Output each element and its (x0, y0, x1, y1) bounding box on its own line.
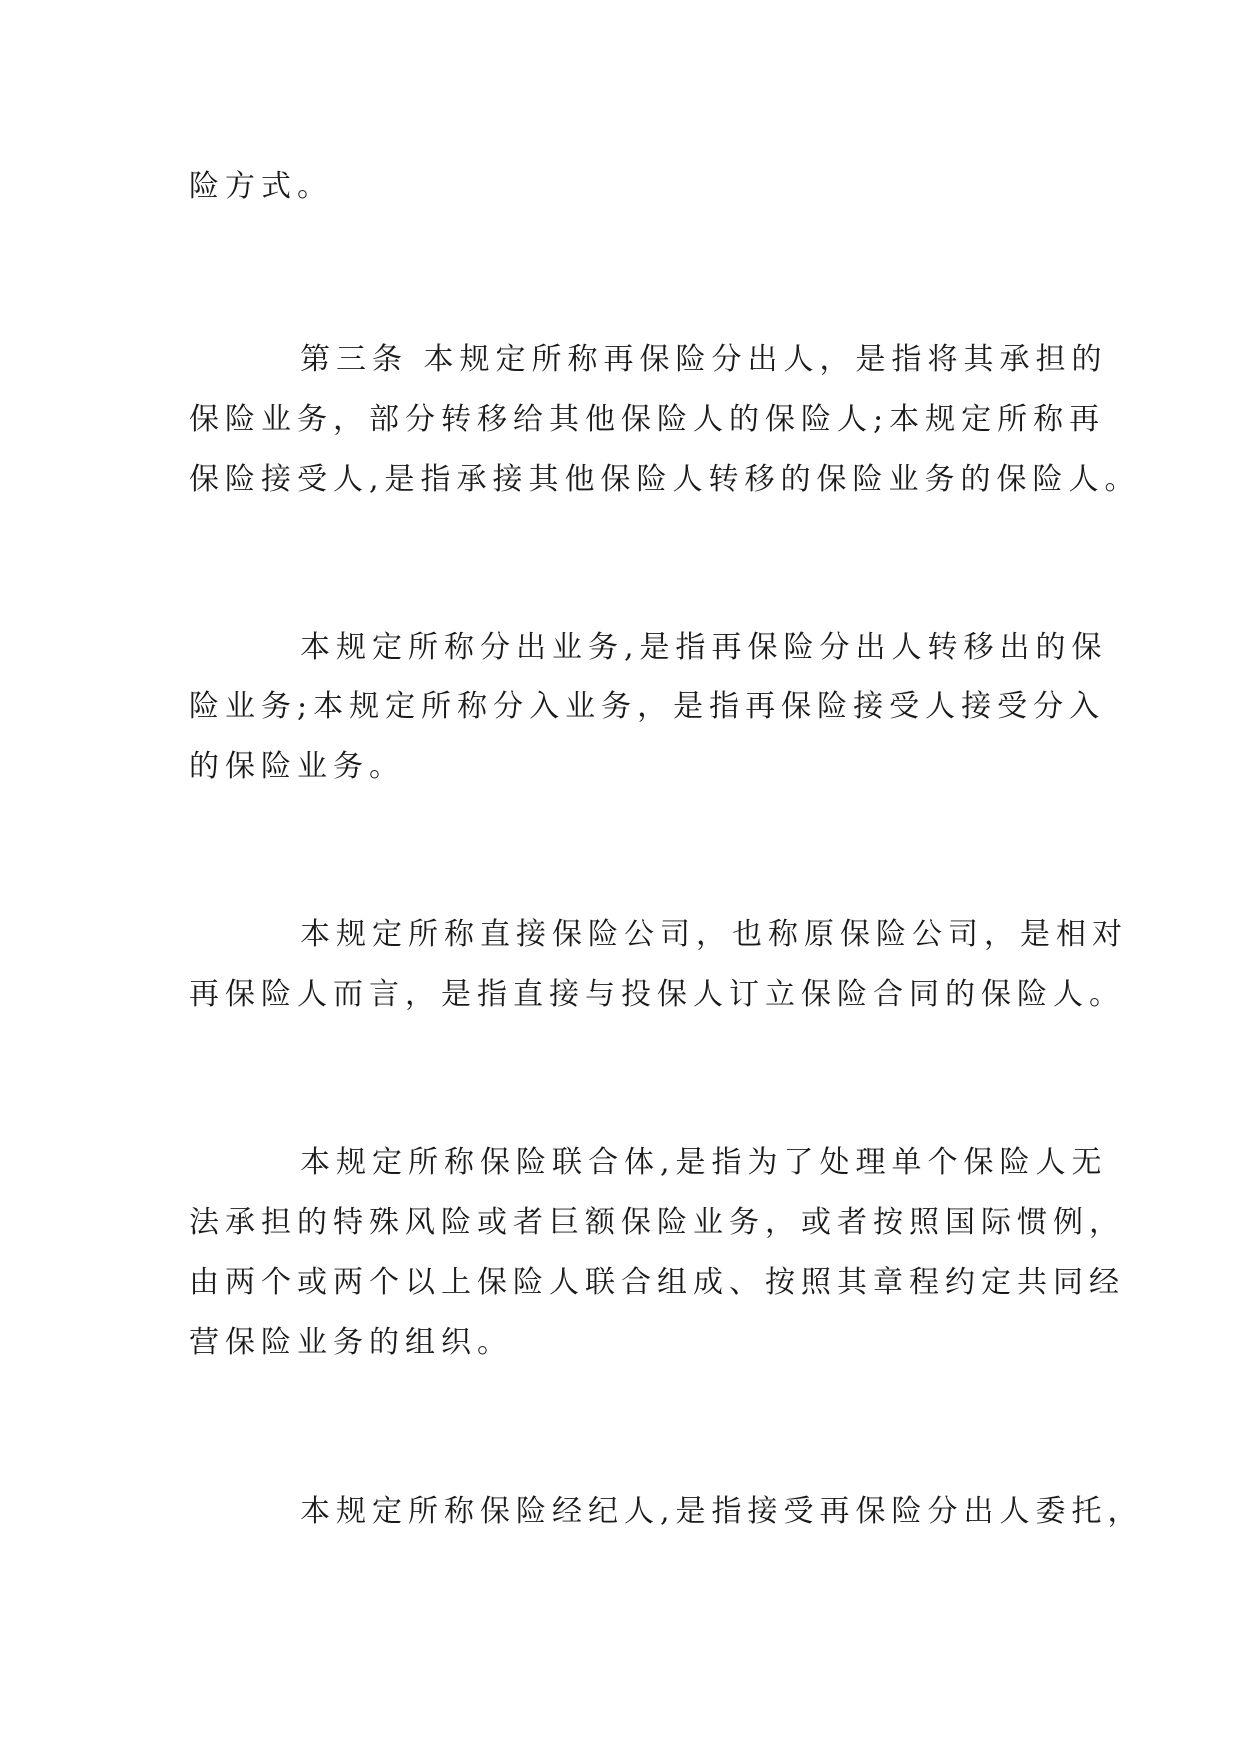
paragraph-line: 由两个或两个以上保险人联合组成、按照其章程约定共同经 (189, 1265, 1125, 1300)
paragraph-line: 营保险业务的组织。 (189, 1325, 513, 1360)
paragraph-line: 的保险业务。 (189, 749, 405, 784)
paragraph-line: 本规定所称保险经纪人,是指接受再保险分出人委托， (300, 1494, 1144, 1529)
paragraph-line: 险方式。 (189, 169, 333, 204)
paragraph-line: 法承担的特殊风险或者巨额保险业务，或者按照国际惯例， (189, 1205, 1125, 1240)
paragraph-line: 本规定所称保险联合体,是指为了处理单个保险人无 (300, 1145, 1108, 1180)
paragraph-line: 本规定所称直接保险公司，也称原保险公司，是相对 (300, 917, 1128, 952)
paragraph-line: 第三条 本规定所称再保险分出人，是指将其承担的 (300, 342, 1108, 377)
paragraph-line: 再保险人而言，是指直接与投保人订立保险合同的保险人。 (189, 977, 1125, 1012)
paragraph-line: 保险接受人,是指承接其他保险人转移的保险业务的保险人。 (189, 462, 1141, 497)
paragraph-line: 本规定所称分出业务,是指再保险分出人转移出的保 (300, 630, 1108, 665)
paragraph-line: 险业务;本规定所称分入业务，是指再保险接受人接受分入 (189, 689, 1106, 724)
paragraph-line: 保险业务，部分转移给其他保险人的保险人;本规定所称再 (189, 402, 1106, 437)
